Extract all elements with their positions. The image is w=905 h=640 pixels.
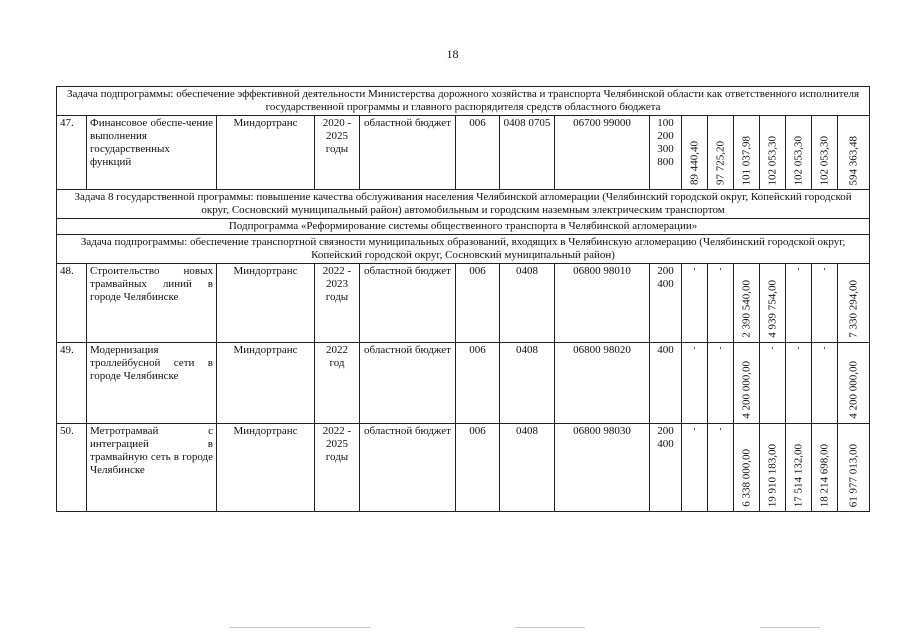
value-2022 [734,264,760,343]
footer-rule [230,627,370,628]
value-text: 4 939 754,00 [766,280,778,338]
section-subprogram: Подпрограмма «Реформирование системы общественного транспорта в Челябинской агломерации» [57,219,870,235]
section-code: 0408 [500,264,555,343]
executor: Миндортранс [217,424,315,512]
section-task-subprogram-1: Задача подпрограммы: обеспечение эффективной деятельности Министерства дорожного хозяйства и транспорта Челябинской области как ответственного исполнителя государственной программы и главного распорядителя средств областного бюджета [57,87,870,116]
value-text: ' [693,346,696,357]
value-text: 17 514 132,00 [792,443,804,507]
measure-name: Метротрамвай с интеграцией в трамвайную сеть в городе Челябинске [87,424,217,512]
value-2023 [760,343,786,424]
value-2023 [760,116,786,190]
funding-source: областной бюджет [360,424,456,512]
executor: Миндортранс [217,116,315,190]
section-code: 0408 [500,424,555,512]
value-2021 [708,264,734,343]
value-2024 [786,264,812,343]
expense-type-code: 400 [650,343,682,424]
target-article-code: 06800 98020 [555,343,650,424]
funding-source: областной бюджет [360,116,456,190]
value-text: 102 053,30 [792,135,804,185]
expense-type-code: 200 400 [650,424,682,512]
executor: Миндортранс [217,343,315,424]
value-2025 [812,424,838,512]
row-number: 47. [57,116,87,190]
value-2023 [760,264,786,343]
section-code: 0408 0705 [500,116,555,190]
value-text: ' [797,346,800,357]
value-2024 [786,116,812,190]
value-text: ' [719,346,722,357]
value-text: 101 037,98 [740,135,752,185]
period: 2022 год [315,343,360,424]
value-text: ' [693,267,696,278]
value-text: ' [823,267,826,278]
target-article-code: 06700 99000 [555,116,650,190]
value-2024 [786,424,812,512]
section-row [57,235,870,264]
value-text: 19 910 183,00 [766,443,778,507]
value-2020 [682,424,708,512]
measure-name: Модернизация троллейбусной сети в городе Челябинске [87,343,217,424]
value-total [838,264,870,343]
section-row [57,219,870,235]
value-text: 6 338 000,00 [740,449,752,507]
grbs-code: 006 [456,343,500,424]
value-2020 [682,116,708,190]
value-2025 [812,264,838,343]
funding-source: областной бюджет [360,264,456,343]
value-2021 [708,343,734,424]
measure-name: Финансовое обеспе-чение выполнения государственных функций [87,116,217,190]
value-2025 [812,343,838,424]
table-row [57,116,870,190]
grbs-code: 006 [456,424,500,512]
value-2022 [734,116,760,190]
value-2022 [734,424,760,512]
table-row [57,264,870,343]
value-2021 [708,116,734,190]
budget-table [56,86,870,512]
value-2020 [682,343,708,424]
row-number: 50. [57,424,87,512]
target-article-code: 06800 98030 [555,424,650,512]
section-task-subprogram-2: Задача подпрограммы: обеспечение транспортной связности муниципальных образований, входящих в Челябинскую агломерацию (Челябинский городской округ, Копейский городской округ, Сосновский муниципальный район) [57,235,870,264]
expense-type-code: 200 400 [650,264,682,343]
executor: Миндортранс [217,264,315,343]
value-2021 [708,424,734,512]
period: 2022 - 2023 годы [315,264,360,343]
value-2024 [786,343,812,424]
value-total [838,343,870,424]
section-row [57,87,870,116]
value-text: 2 390 540,00 [740,280,752,338]
value-text: 4 200 000,00 [740,361,752,419]
section-code: 0408 [500,343,555,424]
value-text: ' [771,346,774,357]
value-text: ' [823,346,826,357]
table-row [57,424,870,512]
value-text: 89 440,40 [688,141,700,185]
value-total [838,424,870,512]
period: 2020 - 2025 годы [315,116,360,190]
value-text: 4 200 000,00 [847,361,860,419]
value-text: 61 977 013,00 [847,443,860,507]
value-total [838,116,870,190]
row-number: 49. [57,343,87,424]
section-task-8: Задача 8 государственной программы: повышение качества обслуживания населения Челябинской агломерации (Челябинский городской округ, Копейский городской округ, Сосновский муниципальный район) автомобильным и городским наземным электрическим транспортом [57,190,870,219]
value-2022 [734,343,760,424]
value-text: 97 725,20 [714,141,726,185]
table-row [57,343,870,424]
value-2020 [682,264,708,343]
value-text: ' [797,267,800,278]
value-text: ' [719,267,722,278]
page-number: 18 [446,47,459,61]
value-text: 594 363,48 [847,135,860,185]
period: 2022 - 2025 годы [315,424,360,512]
footer-rule [515,627,585,628]
value-text: ' [719,427,722,438]
target-article-code: 06800 98010 [555,264,650,343]
funding-source: областной бюджет [360,343,456,424]
value-text: 102 053,30 [766,135,778,185]
grbs-code: 006 [456,116,500,190]
value-text: 102 053,30 [818,135,830,185]
value-2025 [812,116,838,190]
value-2023 [760,424,786,512]
value-text: 18 214 698,00 [818,443,830,507]
footer-rule [760,627,820,628]
value-text: 7 330 294,00 [847,280,860,338]
measure-name: Строительство новых трамвайных линий в городе Челябинске [87,264,217,343]
expense-type-code: 100 200 300 800 [650,116,682,190]
value-text: ' [693,427,696,438]
row-number: 48. [57,264,87,343]
grbs-code: 006 [456,264,500,343]
section-row [57,190,870,219]
